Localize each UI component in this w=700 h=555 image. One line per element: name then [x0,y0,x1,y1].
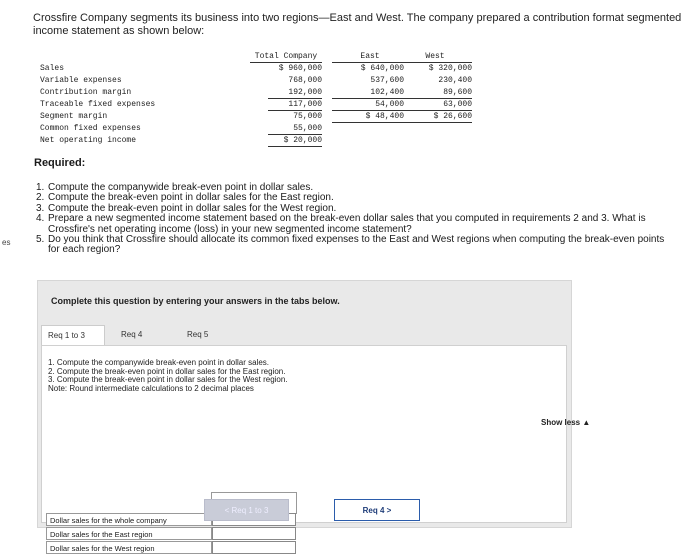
prev-tab-button[interactable]: < Req 1 to 3 [204,499,289,521]
stmt-west-value: 89,600 [443,88,472,97]
rule-cfe-total [268,134,322,135]
requirement-text: Compute the break-even point in dollar sales for the East region. [48,192,334,204]
stmt-row-label: Variable expenses [40,76,122,85]
requirement-number: 4. [36,213,45,225]
stmt-row-label: Sales [40,64,65,73]
rule-cm-west [400,98,472,99]
rule-double-west [400,122,472,123]
stmt-row-label: Net operating income [40,136,137,145]
requirement-number: 1. [36,182,45,193]
requirement-text: Prepare a new segmented income statement based on the break-even dollar sales that you computed in requirements 2 and 3. What is Crossfire's net operating income (loss) in your new segmented income statement? [48,213,646,235]
rule-sm-total [268,110,322,111]
stmt-row-label: Common fixed expenses [40,124,141,133]
problem-intro: Crossfire Company segments its business into two regions—East and West. The company prepared a contribution format segmented income statement as shown below: [33,12,682,37]
instruction-3: 3. Compute the break-even point in dollar sales for the West region. [48,375,288,385]
tab-content [41,345,567,553]
complete-instruction: Complete this question by entering your answers in the tabs below. [51,296,340,306]
header-rule-west [400,62,472,63]
tab-req-5[interactable]: Req 5 [187,330,209,339]
instruction-1: 1. Compute the companywide break-even point in dollar sales. [48,358,270,367]
rule-sm-west [400,110,472,111]
rule-noi-total [268,146,322,147]
stmt-total-value: $ 20,000 [283,136,322,145]
row-label-west-region: Dollar sales for the West region [46,541,212,554]
header-rule-east [332,62,404,63]
stmt-west-value: $ 26,600 [433,112,472,121]
requirements-list [36,183,676,256]
answer-panel [37,280,572,553]
next-tab-button[interactable]: Req 4 > [334,499,420,521]
tab-instructions [48,359,288,393]
stmt-west-value: $ 320,000 [428,64,472,73]
requirement-text: Do you think that Crossfire should allocate its common fixed expenses to the East and West regions when computing the break-even points for each region? [48,234,665,256]
requirement-item [36,214,676,235]
stmt-total-value: 117,000 [288,100,322,109]
stmt-east-value: $ 48,400 [365,112,404,121]
left-edge-fragment: es [2,238,11,247]
stmt-east-value: $ 640,000 [360,64,404,73]
stmt-east-value: 102,400 [370,88,404,97]
required-heading: Required: [34,157,86,169]
stmt-row-label: Segment margin [40,112,108,121]
row-label-whole-company: Dollar sales for the whole company [46,513,212,526]
instruction-note: Note: Round intermediate calculations to 2 decimal places [48,383,254,393]
row-label-east-region: Dollar sales for the East region [46,527,212,540]
stmt-total-value: 768,000 [288,76,322,85]
header-west: West [425,52,445,61]
west-region-input[interactable] [212,541,296,554]
show-less-link[interactable]: Show less ▲ [541,418,591,427]
requirement-text: Compute the companywide break-even point in dollar sales. [48,182,314,193]
rule-double-east [332,122,404,123]
stmt-east-value: 54,000 [375,100,404,109]
stmt-total-value: 55,000 [293,124,322,133]
stmt-total-value: $ 960,000 [278,64,322,73]
requirement-item [36,235,676,256]
tab-req-4[interactable]: Req 4 [121,330,143,339]
header-total: Total Company [254,52,318,61]
requirement-number: 3. [36,202,45,214]
stmt-total-value: 75,000 [293,112,322,121]
rule-sm-east [332,110,404,111]
rule-cm-total [268,98,322,99]
stmt-west-value: 230,400 [438,76,472,85]
tab-req-1-to-3[interactable]: Req 1 to 3 [41,325,105,345]
requirement-number: 5. [36,234,45,246]
stmt-row-label: Traceable fixed expenses [40,100,156,109]
stmt-east-value: 537,600 [370,76,404,85]
stmt-west-value: 63,000 [443,100,472,109]
east-region-input[interactable] [212,527,296,540]
instruction-2: 2. Compute the break-even point in dollar sales for the East region. [48,366,286,376]
stmt-total-value: 192,000 [288,88,322,97]
rule-cm-east [332,98,404,99]
requirement-text: Compute the break-even point in dollar sales for the West region. [48,202,337,214]
header-east: East [360,52,380,61]
stmt-row-label: Contribution margin [40,88,132,97]
requirement-number: 2. [36,192,45,204]
header-rule-total [250,62,322,63]
